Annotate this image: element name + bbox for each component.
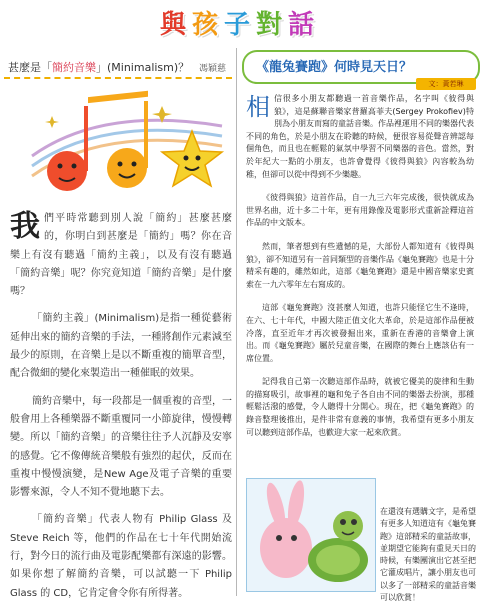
left-article-title [8,59,189,75]
right-paragraph: 《彼得與狼》這首作品，自一九三六年完成後，很快就成為世界名曲，近十多二十年，更有用錄像及電影形式重新詮釋這首作品的中文版本。 [246,193,474,228]
header-char: 子 [223,10,256,40]
page-header [0,0,480,46]
right-paragraph: 然而，筆者想到有些遺憾的是，大部份人都知道有《彼得與狼》，卻不知道另有一首同類型的音樂作品《龜兔賽跑》也是十分精采有趣的，雖然如此，這部《龜兔賽跑》還是中國音樂家史賓索在一九六零年左右寫成的。 [246,241,474,289]
title-quoted: 簡約音樂 [52,61,96,74]
right-dropcap: 相 [246,93,270,121]
right-paragraph: 相信很多小朋友都聽過一首音樂作品，名字叫《彼得與狼》，這是蘇聯音樂家普羅高菲夫(Sergey Prokofiev)特別為小朋友而寫的童話音樂。作品裡運用不同的樂器代表不同的角色，於是小朋友在聆聽的時候，便很容易從聲音辨認每個角色，而且也在輕鬆的氣氛中學習不同樂器的音色。當然，對於年紀大一點的小朋友，也許會覺得《彼得與狼》內容較為幼稚，但卻可以從中得到不少樂趣。 [246,93,474,179]
rabbit-turtle-illustration [246,478,376,592]
right-author-tag: 文：黃若琳 [416,78,476,90]
header-char: 對 [256,10,289,40]
header-char: 話 [288,10,321,40]
title-suffix: 」(Minimalism)？ [96,61,190,74]
header-char: 孩 [191,10,224,40]
left-author: 馮穎慈 [198,64,226,74]
header-char: 與 [159,10,192,40]
left-paragraph: 簡約音樂中，每一段都是一個重複的音型，一般會用上各種樂器不斷重覆同一小節旋律，慢慢轉變。所以「簡約音樂」的音樂往往予人沉靜及安寧的感覺。它不像傳統音樂般有強烈的起伏，反而在重複中慢慢演變，是New Age及電子音樂的重要影響來源，令人不知不覺地聽下去。 [10,395,232,499]
left-dropcap: 我 [10,209,40,244]
left-paragraph: 「簡約音樂」代表人物有 Philip Glass 及 Steve Reich 等，他們的作品在七十年代開始流行，對今日的流行曲及電影配樂都有深遠的影響。如果你想了解簡約音樂，可以試聽一下 Philip Glass 的 CD，它肯定會令你有所得著。 [10,514,232,599]
left-paragraph: 我們平時常聽到別人說「簡約」甚麼甚麼的，你明白到甚麼是「簡約」嗎？你在音樂上有沒有聽過「簡約主義」，以及有沒有聽過「簡約音樂」呢？你究竟知道「簡約音樂」是什麼嗎？ [10,209,232,298]
right-article-title: 《龍兔賽跑》何時見天日？ [256,60,413,75]
right-paragraph: 這部《龜兔賽跑》沒甚麼人知道，也許只能怪它生不逢時，在六、七十年代，中國大陸正值文化大革命，於是這部作品便被冷落，直至近年才再次被發掘出來，重新在香港的音樂會上演出。而《龜兔賽跑》屬於兒童音樂，在國際的舞台上應該佔有一席位置。 [246,303,474,363]
header-title [0,4,480,41]
left-paragraph: 「簡約主義」(Minimalism)是指一種從藝術延伸出來的簡約音樂的手法，一種將創作元素減至最少的原則，在音樂上是以不斷重複的簡單音型，配合微細的變化來製造出一種催眠的效果。 [10,313,232,380]
right-article-body [246,93,474,450]
music-notes-illustration [22,86,232,206]
right-paragraph: 記得我自己第一次聽這部作品時，就被它優美的旋律和生動的描寫吸引，故事裡的龜和兔子各自由不同的樂器去扮演，那種輕鬆活潑的感覺，令人聽得十分開心。現在，把《龜兔賽跑》的錄音整理後推出，是件非常有意義的事情，我希望有更多小朋友可以聽到這部作品，也歡迎大家一起來欣賞。 [246,377,474,437]
right-caption: 在還沒有選購文字，是希望有更多人知道這有《龜兔賽跑》這部精采的童話故事，並期望它能夠有重見天日的時候，有樂團演出它甚至把它灌成唱片，讓小朋友也可以多了一部精采的童話音樂可以欣賞！ [380,507,476,603]
title-prefix: 甚麼是「 [8,61,52,74]
red-note-face-icon [47,106,88,191]
left-article-title-bar [4,57,232,79]
left-article-body [10,210,232,612]
column-divider [236,48,237,596]
